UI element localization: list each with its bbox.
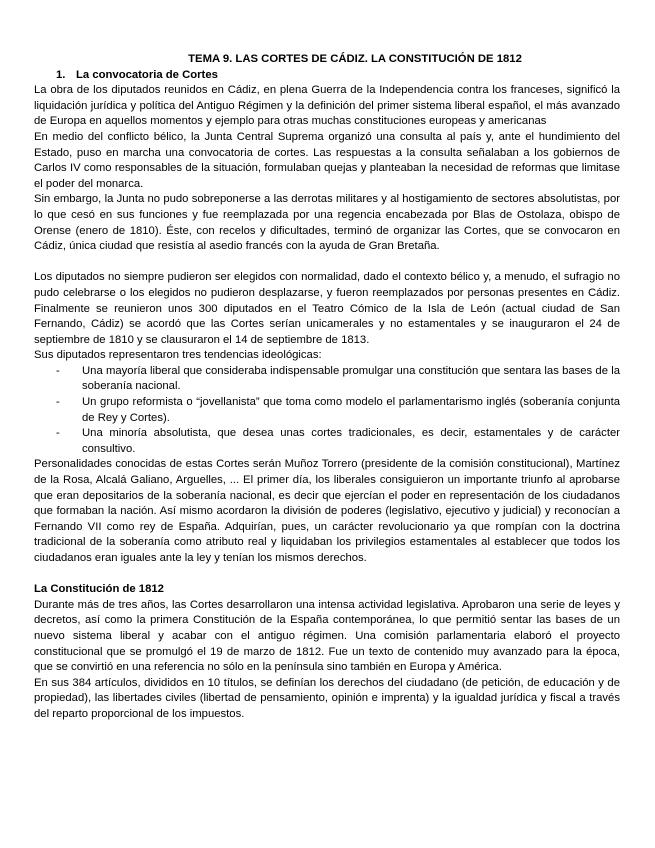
tendencias-list: [34, 364, 620, 458]
section-number: 1.: [56, 68, 66, 81]
list-item-text: Un grupo reformista o “jovellanista” que toma como modelo el parlamentarismo inglés (soberanía conjunta de Rey y Cortes).: [82, 396, 620, 424]
document-page: [34, 52, 620, 723]
section-spacer: [34, 567, 620, 583]
section-heading-constitucion: La Constitución de 1812: [34, 583, 164, 596]
paragraph-tendencias-intro: Sus diputados representaron tres tendencias ideológicas:: [34, 349, 322, 362]
list-dash: -: [56, 364, 60, 377]
paragraph-junta-central: En medio del conflicto bélico, la Junta Central Suprema organizó una consulta al país y, ante el hundimiento del Estado, puso en marcha una convocatoria de cortes. Las respuestas a la consulta señalaban a los gobiernos de Carlos IV como responsables de la situación, formulaban quejas y planteaban la necesidad de reformas que limitase el poder del monarca.: [34, 130, 620, 190]
document-title: TEMA 9. LAS CORTES DE CÁDIZ. LA CONSTITUCIÓN DE 1812: [188, 53, 522, 65]
paragraph-actividad-legislativa: Durante más de tres años, las Cortes desarrollaron una intensa actividad legislativa. Aprobaron una serie de leyes y decretos, así como la primera Constitución de la España contemporánea, lo que permitió sentar las bases de un nuevo sistema liberal y acabar con el antiguo régimen. Una comisión parlamentaria elaboró el proyecto constitucional que se promulgó el 19 de marzo de 1812. Fue un texto de contenido muy avanzado para la época, que se convirtió en una referencia no sólo en la península sino también en Europa y América.: [34, 598, 620, 674]
list-item-text: Una minoría absolutista, que desea unas cortes tradicionales, es decir, estamentales y de carácter consultivo.: [82, 427, 620, 455]
paragraph-personalidades: Personalidades conocidas de estas Cortes serán Muñoz Torrero (presidente de la comisión constitucional), Martínez de la Rosa, Alcalá Galiano, Arguelles, ... El primer día, los liberales consiguieron un importante triunfo al aprobarse que eran depositarios de la soberanía nacional, es decir que ejercían el poder en representación de los ciudadanos que formaban la nación. Así mismo acordaron la división de poderes (legislativo, ejecutivo y judicial) y reconocían a Fernando VII como rey de España. Adquirían, pues, un carácter revolucionario ya que rompían con la doctrina tradicional de la soberanía como atributo real y liquidaban los privilegios estamentales al establecer que todos los ciudadanos eran iguales ante la ley y tenían los mismos derechos.: [34, 458, 620, 564]
section-heading-convocatoria: [34, 68, 620, 84]
paragraph-regencia: Sin embargo, la Junta no pudo sobreponerse a las derrotas militares y al hostigamiento de sectores absolutistas, por lo que cesó en sus funciones y fue reemplazada por una regencia encabezada por Blas de Ostolaza, obispo de Orense (enero de 1810). Éste, con recelos y dificultades, terminó de organizar las Cortes, que se convocaron en Cádiz, única ciudad que resistía al asedio francés con la ayuda de Gran Bretaña.: [34, 193, 620, 253]
paragraph-diputados: Los diputados no siempre pudieron ser elegidos con normalidad, dado el contexto bélico y, a menudo, el sufragio no pudo celebrarse o los elegidos no pudieron desplazarse, y fueron reemplazados por personas presentes en Cádiz. Finalmente se reunieron unos 300 diputados en el Teatro Cómico de la Isla de León (actual ciudad de San Fernando, Cádiz) se acordó que las Cortes serían unicamerales y no estamentales y se inauguraron el 24 de septiembre de 1810 y se clausuraron el 14 de septiembre de 1813.: [34, 271, 620, 346]
list-item-absolutista: [34, 426, 620, 457]
paragraph-intro: La obra de los diputados reunidos en Cádiz, en plena Guerra de la Independencia contra los franceses, significó la liquidación jurídica y política del Antiguo Régimen y la definición del primer sistema liberal español, el más avanzado de Europa en aquellos momentos y ejemplo para otras muchas constituciones europeas y americanas: [34, 84, 620, 128]
paragraph-spacer: [34, 255, 620, 271]
list-item-text: Una mayoría liberal que consideraba indispensable promulgar una constitución que sentara las bases de la soberanía nacional.: [82, 364, 620, 393]
paragraph-articulos: En sus 384 artículos, divididos en 10 títulos, se definían los derechos del ciudadano (de petición, de educación y de propiedad), las libertades civiles (libertad de pensamiento, opinión e imprenta) y la igualdad jurídica y fiscal a través del reparto proporcional de los impuestos.: [34, 676, 620, 720]
list-dash: -: [56, 427, 60, 440]
list-dash: -: [56, 396, 60, 409]
section-heading-text: La convocatoria de Cortes: [76, 68, 218, 81]
list-item-reformista: [34, 395, 620, 426]
list-item-liberal: [34, 364, 620, 395]
